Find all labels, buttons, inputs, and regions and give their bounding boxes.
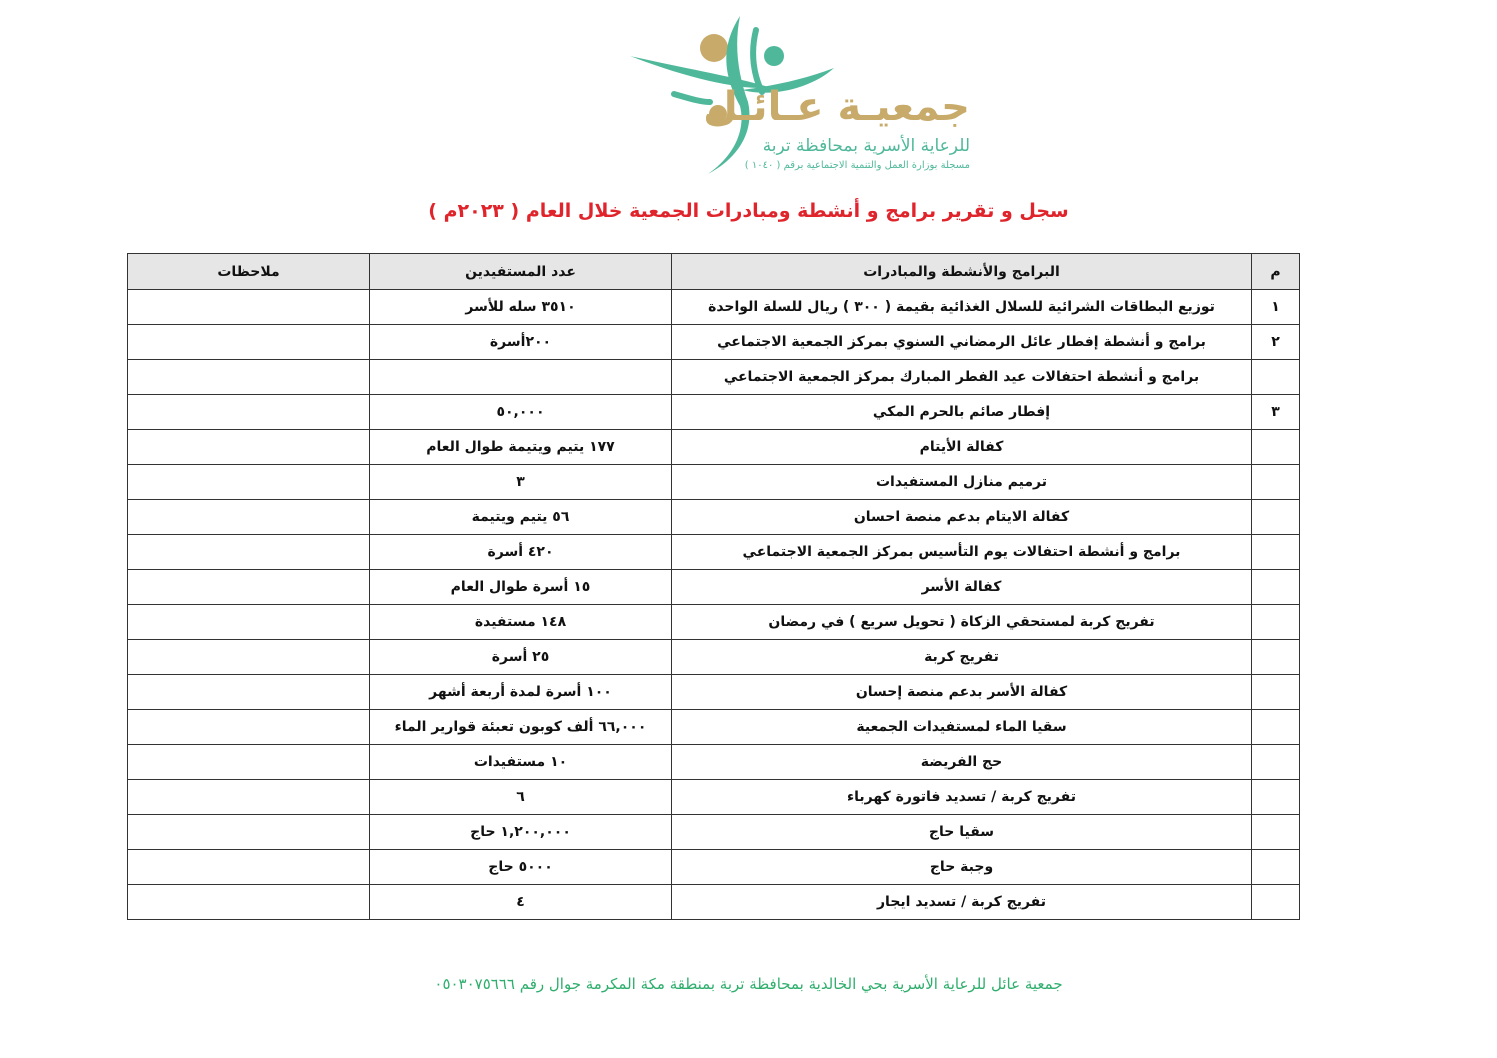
table-row (128, 780, 1300, 815)
table-row (128, 850, 1300, 885)
cell-beneficiaries: ١٧٧ يتيم ويتيمة طوال العام (370, 430, 672, 465)
header-program: البرامج والأنشطة والمبادرات (672, 254, 1252, 290)
table-row (128, 710, 1300, 745)
cell-program: إفطار صائم بالحرم المكي (672, 395, 1252, 430)
logo-subtitle: للرعاية الأسرية بمحافظة تربة (762, 136, 970, 156)
cell-notes (128, 360, 370, 395)
page-title: سجل و تقرير برامج و أنشطة ومبادرات الجمعية خلال العام ( ٢٠٢٣م ) (428, 200, 1069, 222)
cell-notes (128, 465, 370, 500)
cell-notes (128, 850, 370, 885)
cell-beneficiaries: ٥٠,٠٠٠ (370, 395, 672, 430)
table-row (128, 570, 1300, 605)
cell-notes (128, 325, 370, 360)
header-beneficiaries: عدد المستفيدين (370, 254, 672, 290)
table-row (128, 500, 1300, 535)
cell-num (1252, 500, 1300, 535)
cell-beneficiaries (370, 360, 672, 395)
table-row (128, 290, 1300, 325)
table-row (128, 605, 1300, 640)
cell-num (1252, 780, 1300, 815)
table-row (128, 430, 1300, 465)
table-row (128, 535, 1300, 570)
cell-notes (128, 605, 370, 640)
cell-beneficiaries: ٥٠٠٠ حاج (370, 850, 672, 885)
cell-num (1252, 640, 1300, 675)
programs-table (127, 253, 1300, 920)
cell-beneficiaries: ٣٥١٠ سله للأسر (370, 290, 672, 325)
cell-notes (128, 815, 370, 850)
cell-program: تفريج كربة (672, 640, 1252, 675)
cell-notes (128, 430, 370, 465)
table-row (128, 640, 1300, 675)
table-row (128, 325, 1300, 360)
cell-beneficiaries: ١٠٠ أسرة لمدة أربعة أشهر (370, 675, 672, 710)
cell-program: تفريج كربة / تسديد فاتورة كهرباء (672, 780, 1252, 815)
cell-num (1252, 815, 1300, 850)
table-row (128, 675, 1300, 710)
cell-num (1252, 675, 1300, 710)
cell-program: سقيا الماء لمستفيدات الجمعية (672, 710, 1252, 745)
cell-program: كفالة الأسر (672, 570, 1252, 605)
cell-notes (128, 675, 370, 710)
cell-num (1252, 465, 1300, 500)
cell-notes (128, 395, 370, 430)
cell-program: برامج و أنشطة إفطار عائل الرمضاني السنوي بمركز الجمعية الاجتماعي (672, 325, 1252, 360)
cell-program: ترميم منازل المستفيدات (672, 465, 1252, 500)
organization-logo (622, 10, 982, 180)
cell-notes (128, 885, 370, 920)
cell-beneficiaries: ٢٠٠أسرة (370, 325, 672, 360)
cell-beneficiaries: ١,٢٠٠,٠٠٠ حاج (370, 815, 672, 850)
cell-num (1252, 710, 1300, 745)
table-header-row (128, 254, 1300, 290)
cell-beneficiaries: ٣ (370, 465, 672, 500)
cell-num (1252, 570, 1300, 605)
cell-num (1252, 430, 1300, 465)
cell-beneficiaries: ١٤٨ مستفيدة (370, 605, 672, 640)
header-notes: ملاحظات (128, 254, 370, 290)
cell-notes (128, 290, 370, 325)
cell-beneficiaries: ٦ (370, 780, 672, 815)
cell-num (1252, 535, 1300, 570)
table-row (128, 360, 1300, 395)
table-row (128, 395, 1300, 430)
logo-registration: مسجلة بوزارة العمل والتنمية الاجتماعية برقم ( ١٠٤٠ ) (744, 160, 970, 171)
cell-program: كفالة الايتام بدعم منصة احسان (672, 500, 1252, 535)
table-row (128, 815, 1300, 850)
cell-program: كفالة الأسر بدعم منصة إحسان (672, 675, 1252, 710)
cell-notes (128, 780, 370, 815)
cell-beneficiaries: ٤ (370, 885, 672, 920)
cell-notes (128, 640, 370, 675)
cell-program: تفريج كربة لمستحقي الزكاة ( تحويل سريع ) في رمضان (672, 605, 1252, 640)
cell-program: برامج و أنشطة احتفالات يوم التأسيس بمركز الجمعية الاجتماعي (672, 535, 1252, 570)
table-row (128, 745, 1300, 780)
cell-num (1252, 885, 1300, 920)
cell-program: برامج و أنشطة احتفالات عيد الفطر المبارك بمركز الجمعية الاجتماعي (672, 360, 1252, 395)
cell-notes (128, 710, 370, 745)
cell-beneficiaries: ٥٦ يتيم ويتيمة (370, 500, 672, 535)
cell-beneficiaries: ٦٦,٠٠٠ ألف كوبون تعبئة قوارير الماء (370, 710, 672, 745)
cell-program: تفريج كربة / تسديد ايجار (672, 885, 1252, 920)
cell-beneficiaries: ٤٢٠ أسرة (370, 535, 672, 570)
cell-program: توزيع البطاقات الشرائية للسلال الغذائية بقيمة ( ٣٠٠ ) ريال للسلة الواحدة (672, 290, 1252, 325)
cell-program: وجبة حاج (672, 850, 1252, 885)
cell-num (1252, 605, 1300, 640)
cell-notes (128, 570, 370, 605)
cell-beneficiaries: ١٥ أسرة طوال العام (370, 570, 672, 605)
cell-num: ١ (1252, 290, 1300, 325)
cell-program: حج الفريضة (672, 745, 1252, 780)
cell-notes (128, 500, 370, 535)
logo-name: جمعيـة عـائـل (703, 84, 970, 130)
cell-beneficiaries: ٢٥ أسرة (370, 640, 672, 675)
header-num: م (1252, 254, 1300, 290)
cell-beneficiaries: ١٠ مستفيدات (370, 745, 672, 780)
cell-program: كفالة الأيتام (672, 430, 1252, 465)
cell-num (1252, 745, 1300, 780)
cell-num: ٢ (1252, 325, 1300, 360)
cell-num (1252, 360, 1300, 395)
footer-contact: جمعية عائل للرعاية الأسرية بحي الخالدية بمحافظة تربة بمنطقة مكة المكرمة جوال رقم ٠٥٠٣٠٧٥٦٦٦ (434, 975, 1063, 993)
cell-notes (128, 535, 370, 570)
cell-num: ٣ (1252, 395, 1300, 430)
cell-notes (128, 745, 370, 780)
table-row (128, 465, 1300, 500)
table-row (128, 885, 1300, 920)
cell-num (1252, 850, 1300, 885)
cell-program: سقيا حاج (672, 815, 1252, 850)
